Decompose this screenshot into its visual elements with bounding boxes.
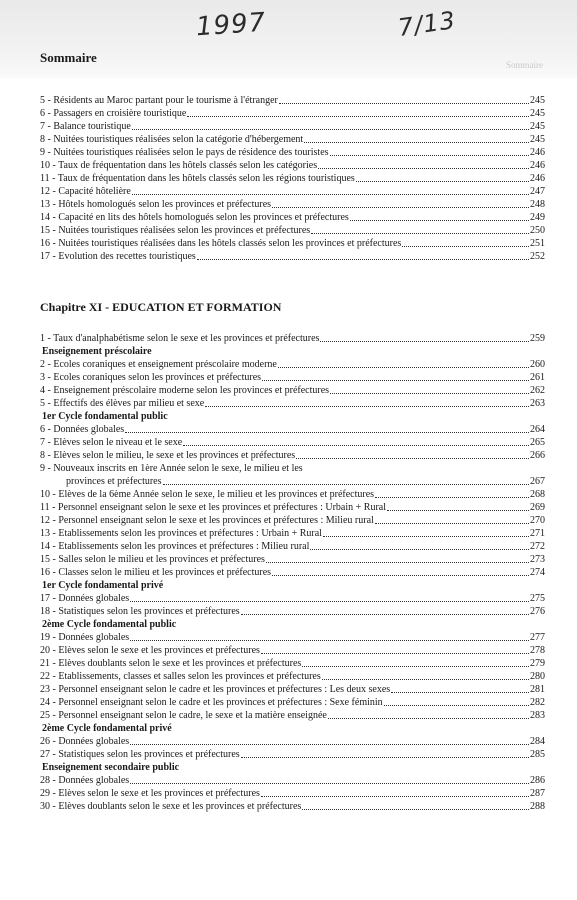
toc-entry-label: 3 - Ecoles coraniques selon les provinces et préfectures [40, 372, 262, 383]
toc-entry-page: 259 [530, 333, 545, 344]
toc-entry-label: 4 - Enseignement préscolaire moderne selon les provinces et préfectures [40, 385, 330, 396]
toc-entry-page: 285 [530, 749, 545, 760]
toc-entry-page: 245 [530, 108, 545, 119]
toc-entry-page: 249 [530, 212, 545, 223]
dot-leader [330, 155, 529, 156]
toc-entry [40, 788, 545, 800]
toc-entry [40, 775, 545, 787]
dot-leader [302, 809, 529, 810]
handwritten-year-note: 1997 [195, 7, 268, 43]
dot-leader [375, 497, 529, 498]
dot-leader [304, 142, 529, 143]
toc-entry-page: 287 [530, 788, 545, 799]
toc-entry-page: 250 [530, 225, 545, 236]
dot-leader [261, 796, 529, 797]
section-subheading: Enseignement préscolaire [42, 346, 152, 357]
toc-entry-page: 245 [530, 95, 545, 106]
dot-leader [302, 666, 529, 667]
toc-entry-label: 8 - Elèves selon le milieu, le sexe et les provinces et préfectures [40, 450, 296, 461]
toc-entry-label: 15 - Salles selon le milieu et les provinces et préfectures [40, 554, 265, 565]
toc-entry-page: 272 [530, 541, 545, 552]
toc-entry [40, 606, 545, 618]
toc-entry [40, 147, 545, 159]
toc-entry-page: 288 [530, 801, 545, 812]
dot-leader [318, 168, 529, 169]
bleed-through-title: Sommaire [506, 60, 543, 70]
toc-entry [40, 398, 545, 410]
toc-entry-page: 264 [530, 424, 545, 435]
toc-entry-label: 9 - Nuitées touristiques réalisées selon le pays de résidence des touristes [40, 147, 329, 158]
toc-entry-label: 13 - Hôtels homologués selon les provinces et préfectures [40, 199, 272, 210]
toc-entry-page: 260 [530, 359, 545, 370]
toc-entry [40, 515, 545, 527]
toc-entry-label: 13 - Etablissements selon les provinces et préfectures : Urbain + Rural [40, 528, 322, 539]
toc-entry-label: 26 - Données globales [40, 736, 130, 747]
toc-entry [40, 554, 545, 566]
toc-entry-page: 263 [530, 398, 545, 409]
toc-entry [40, 212, 545, 224]
section-subheading: 1er Cycle fondamental public [42, 411, 168, 422]
toc-entry [40, 385, 545, 397]
dot-leader [330, 393, 529, 394]
toc-entry-label: 14 - Etablissements selon les provinces et préfectures : Milieu rural [40, 541, 310, 552]
dot-leader [163, 484, 529, 485]
dot-leader [402, 246, 529, 247]
toc-entry-page: 274 [530, 567, 545, 578]
dot-leader [311, 233, 529, 234]
dot-leader [323, 536, 529, 537]
toc-entry [40, 658, 545, 670]
toc-entry-page: 271 [530, 528, 545, 539]
toc-entry-label: 10 - Elèves de la 6ème Année selon le sexe, le milieu et les provinces et préfectures [40, 489, 375, 500]
toc-entry [40, 134, 545, 146]
chapter-title: Chapitre XI - EDUCATION ET FORMATION [40, 300, 282, 314]
toc-entry [40, 528, 545, 540]
toc-entry-label: 21 - Elèves doublants selon le sexe et les provinces et préfectures [40, 658, 302, 669]
toc-entry [40, 437, 545, 449]
dot-leader [183, 445, 529, 446]
dot-leader [197, 259, 529, 260]
toc-entry [40, 567, 545, 579]
dot-leader [241, 614, 529, 615]
toc-entry-label: 7 - Balance touristique [40, 121, 131, 132]
dot-leader [328, 718, 529, 719]
dot-leader [320, 341, 529, 342]
dot-leader [132, 194, 529, 195]
toc-entry-label: 19 - Données globales [40, 632, 130, 643]
dot-leader [322, 679, 529, 680]
dot-leader [356, 181, 529, 182]
scanned-header-band [0, 0, 577, 78]
dot-leader [272, 575, 529, 576]
toc-entry [40, 489, 545, 501]
toc-entry-page: 279 [530, 658, 545, 669]
toc-entry-page: 261 [530, 372, 545, 383]
toc-entry-label: 17 - Evolution des recettes touristiques [40, 251, 196, 262]
dot-leader [130, 783, 529, 784]
toc-entry [40, 333, 545, 345]
dot-leader [279, 103, 529, 104]
toc-entry-page: 286 [530, 775, 545, 786]
toc-entry-label: 20 - Elèves selon le sexe et les provinces et préfectures [40, 645, 260, 656]
toc-entry-page: 268 [530, 489, 545, 500]
toc-entry [40, 450, 545, 462]
toc-entry [40, 645, 545, 657]
toc-entry-label: 28 - Données globales [40, 775, 130, 786]
toc-entry-label: 23 - Personnel enseignant selon le cadre et les provinces et préfectures : Les deux sexes [40, 684, 391, 695]
dot-leader [205, 406, 529, 407]
toc-entry-page: 252 [530, 251, 545, 262]
section-subheading: 2ème Cycle fondamental public [42, 619, 177, 630]
toc-entry-label: provinces et préfectures [66, 476, 162, 487]
toc-entry-page: 278 [530, 645, 545, 656]
toc-entry-label: 7 - Elèves selon le niveau et le sexe [40, 437, 183, 448]
toc-entry [40, 108, 545, 120]
toc-entry [40, 238, 545, 250]
dot-leader [375, 523, 529, 524]
dot-leader [384, 705, 529, 706]
toc-entry [40, 710, 545, 722]
dot-leader [187, 116, 529, 117]
toc-entry-page: 275 [530, 593, 545, 604]
toc-entry-page: 265 [530, 437, 545, 448]
dot-leader [310, 549, 529, 550]
toc-entry [40, 801, 545, 813]
toc-entry-page: 269 [530, 502, 545, 513]
dot-leader [278, 367, 529, 368]
toc-entry [40, 736, 545, 748]
toc-entry-page: 280 [530, 671, 545, 682]
toc-entry-label: 8 - Nuitées touristiques réalisées selon la catégorie d'hébergement [40, 134, 304, 145]
toc-entry [40, 593, 545, 605]
toc-entry-label: 16 - Nuitées touristiques réalisées dans les hôtels classés selon les provinces et préfectures [40, 238, 402, 249]
toc-entry [40, 463, 545, 475]
page-title: Sommaire [40, 50, 97, 65]
dot-leader [261, 653, 529, 654]
handwritten-fraction-note: 7/13 [396, 6, 458, 42]
toc-entry-label: 2 - Ecoles coraniques et enseignement préscolaire moderne [40, 359, 277, 370]
dot-leader [130, 744, 529, 745]
toc-entry-page: 281 [530, 684, 545, 695]
toc-entry [66, 476, 545, 488]
toc-entry [40, 186, 545, 198]
dot-leader [125, 432, 529, 433]
toc-entry-page: 248 [530, 199, 545, 210]
toc-entry-label: 6 - Données globales [40, 424, 125, 435]
toc-entry-label: 11 - Personnel enseignant selon le sexe et les provinces et préfectures : Urbain + Rural [40, 502, 386, 513]
toc-entry-label: 9 - Nouveaux inscrits en 1ère Année selon le sexe, le milieu et les [40, 463, 303, 474]
dot-leader [350, 220, 529, 221]
toc-entry-label: 14 - Capacité en lits des hôtels homologués selon les provinces et préfectures [40, 212, 349, 223]
toc-entry [40, 372, 545, 384]
toc-entry-page: 273 [530, 554, 545, 565]
toc-entry-page: 284 [530, 736, 545, 747]
dot-leader [387, 510, 529, 511]
toc-entry-page: 277 [530, 632, 545, 643]
dot-leader [272, 207, 529, 208]
toc-entry-page: 276 [530, 606, 545, 617]
toc-entry-page: 246 [530, 147, 545, 158]
toc-entry [40, 160, 545, 172]
dot-leader [266, 562, 529, 563]
toc-entry-label: 24 - Personnel enseignant selon le cadre et les provinces et préfectures : Sexe féminin [40, 697, 383, 708]
toc-entry [40, 697, 545, 709]
toc-entry [40, 749, 545, 761]
dot-leader [296, 458, 529, 459]
toc-entry-label: 17 - Données globales [40, 593, 130, 604]
toc-entry [40, 632, 545, 644]
toc-entry-label: 12 - Capacité hôtelière [40, 186, 131, 197]
toc-entry-label: 5 - Résidents au Maroc partant pour le tourisme à l'étranger [40, 95, 278, 106]
toc-entry-page: 267 [530, 476, 545, 487]
toc-entry [40, 225, 545, 237]
toc-entry-page: 266 [530, 450, 545, 461]
toc-entry [40, 684, 545, 696]
toc-entry-label: 18 - Statistiques selon les provinces et préfectures [40, 606, 240, 617]
toc-entry-page: 251 [530, 238, 545, 249]
toc-entry-label: 22 - Etablissements, classes et salles selon les provinces et préfectures [40, 671, 321, 682]
toc-entry-label: 12 - Personnel enseignant selon le sexe et les provinces et préfectures : Milieu rural [40, 515, 374, 526]
toc-entry-label: 29 - Elèves selon le sexe et les provinces et préfectures [40, 788, 260, 799]
toc-entry-page: 246 [530, 173, 545, 184]
toc-entry-label: 25 - Personnel enseignant selon le cadre, le sexe et la matière enseignée [40, 710, 327, 721]
toc-entry-label: 15 - Nuitées touristiques réalisées selon les provinces et préfectures [40, 225, 311, 236]
toc-entry [40, 424, 545, 436]
section-subheading: 2ème Cycle fondamental privé [42, 723, 172, 734]
toc-entry-label: 16 - Classes selon le milieu et les provinces et préfectures [40, 567, 272, 578]
toc-entry [40, 359, 545, 371]
toc-entry-label: 6 - Passagers en croisière touristique [40, 108, 187, 119]
toc-entry-page: 283 [530, 710, 545, 721]
toc-entry-page: 245 [530, 134, 545, 145]
section-subheading: 1er Cycle fondamental privé [42, 580, 164, 591]
toc-entry [40, 121, 545, 133]
toc-entry [40, 502, 545, 514]
dot-leader [132, 129, 529, 130]
toc-entry-page: 282 [530, 697, 545, 708]
toc-entry-label: 30 - Elèves doublants selon le sexe et les provinces et préfectures [40, 801, 302, 812]
toc-entry-label: 1 - Taux d'analphabétisme selon le sexe et les provinces et préfectures [40, 333, 320, 344]
toc-entry [40, 671, 545, 683]
toc-entry-page: 246 [530, 160, 545, 171]
toc-entry-label: 11 - Taux de fréquentation dans les hôtels classés selon les régions touristiques [40, 173, 355, 184]
toc-entry-page: 270 [530, 515, 545, 526]
toc-entry [40, 541, 545, 553]
toc-entry-page: 247 [530, 186, 545, 197]
toc-entry [40, 173, 545, 185]
dot-leader [241, 757, 529, 758]
toc-entry-page: 245 [530, 121, 545, 132]
toc-entry [40, 251, 545, 263]
dot-leader [391, 692, 529, 693]
toc-entry-label: 27 - Statistiques selon les provinces et préfectures [40, 749, 240, 760]
dot-leader [130, 640, 529, 641]
toc-entry-label: 10 - Taux de fréquentation dans les hôtels classés selon les catégories [40, 160, 318, 171]
toc-entry [40, 95, 545, 107]
section-subheading: Enseignement secondaire public [42, 762, 180, 773]
dot-leader [130, 601, 529, 602]
toc-entry-page: 262 [530, 385, 545, 396]
toc-entry-label: 5 - Effectifs des élèves par milieu et sexe [40, 398, 205, 409]
toc-entry [40, 199, 545, 211]
dot-leader [262, 380, 529, 381]
